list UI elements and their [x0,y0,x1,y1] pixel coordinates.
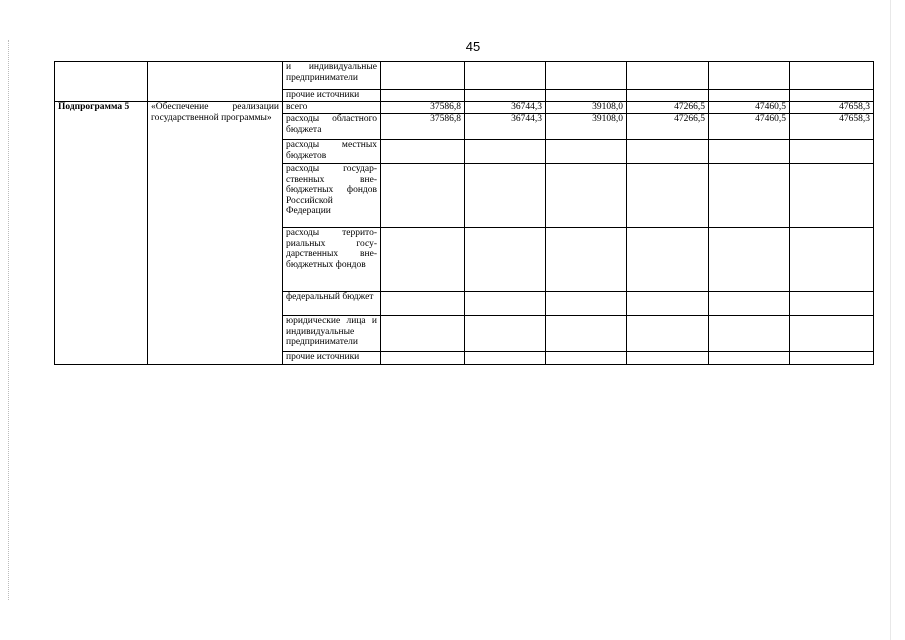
value-cell [381,316,465,352]
value-cell [709,292,790,316]
scan-edge-mark [8,40,10,600]
value-cell [709,316,790,352]
value-cell [465,228,546,292]
value-cell [790,90,874,102]
value-cell: 36744,3 [465,102,546,114]
value-cell: 37586,8 [381,102,465,114]
empty-program-cell [55,62,148,102]
value-cell: 47266,5 [627,102,709,114]
value-cell [546,352,627,365]
value-cell [790,316,874,352]
value-cell [546,228,627,292]
budget-table [54,61,874,365]
value-cell: 47266,5 [627,114,709,140]
funding-source-cell: прочие источники [283,352,381,365]
value-cell [709,228,790,292]
value-cell [709,62,790,90]
value-cell: 37586,8 [381,114,465,140]
value-cell [627,90,709,102]
value-cell [465,62,546,90]
funding-source-cell: юридические лица и индивидуальные предприниматели [283,316,381,352]
value-cell [465,140,546,164]
value-cell [627,292,709,316]
empty-name-cell [148,62,283,102]
table-row [55,102,874,114]
value-cell [546,140,627,164]
funding-source-cell: расходы областного бюджета [283,114,381,140]
value-cell: 47658,3 [790,114,874,140]
value-cell: 47658,3 [790,102,874,114]
value-cell [381,164,465,228]
value-cell [381,352,465,365]
value-cell: 39108,0 [546,102,627,114]
subprogram-name: «Обеспечение реализации государственной программы» [148,102,283,365]
scan-edge-line [890,0,892,640]
value-cell [381,62,465,90]
value-cell: 47460,5 [709,102,790,114]
value-cell [546,62,627,90]
value-cell [709,90,790,102]
funding-source-cell: расходы государственных внебюджетных фондов Российской Федерации [283,164,381,228]
table-row [55,62,874,90]
funding-source-cell: и индивидуальные предприниматели [283,62,381,90]
value-cell [627,228,709,292]
funding-source-cell: федеральный бюджет [283,292,381,316]
value-cell [790,352,874,365]
value-cell [627,164,709,228]
funding-source-cell: расходы территориальных государственных внебюджетных фондов [283,228,381,292]
value-cell: 39108,0 [546,114,627,140]
value-cell [709,164,790,228]
value-cell [381,228,465,292]
funding-source-cell: расходы местных бюджетов [283,140,381,164]
value-cell [627,62,709,90]
page-number: 45 [465,39,481,54]
funding-source-cell: всего [283,102,381,114]
value-cell [790,62,874,90]
value-cell [381,90,465,102]
value-cell [709,140,790,164]
value-cell [465,90,546,102]
value-cell: 47460,5 [709,114,790,140]
value-cell [381,292,465,316]
value-cell [790,292,874,316]
value-cell [465,352,546,365]
value-cell [790,140,874,164]
funding-source-cell: прочие источники [283,90,381,102]
value-cell [465,292,546,316]
value-cell [790,164,874,228]
value-cell [627,316,709,352]
value-cell [465,316,546,352]
value-cell [465,164,546,228]
value-cell: 36744,3 [465,114,546,140]
value-cell [790,228,874,292]
value-cell [546,316,627,352]
value-cell [546,292,627,316]
value-cell [381,140,465,164]
value-cell [627,352,709,365]
value-cell [546,164,627,228]
value-cell [546,90,627,102]
subprogram-label: Подпрограмма 5 [55,102,148,365]
value-cell [627,140,709,164]
value-cell [709,352,790,365]
